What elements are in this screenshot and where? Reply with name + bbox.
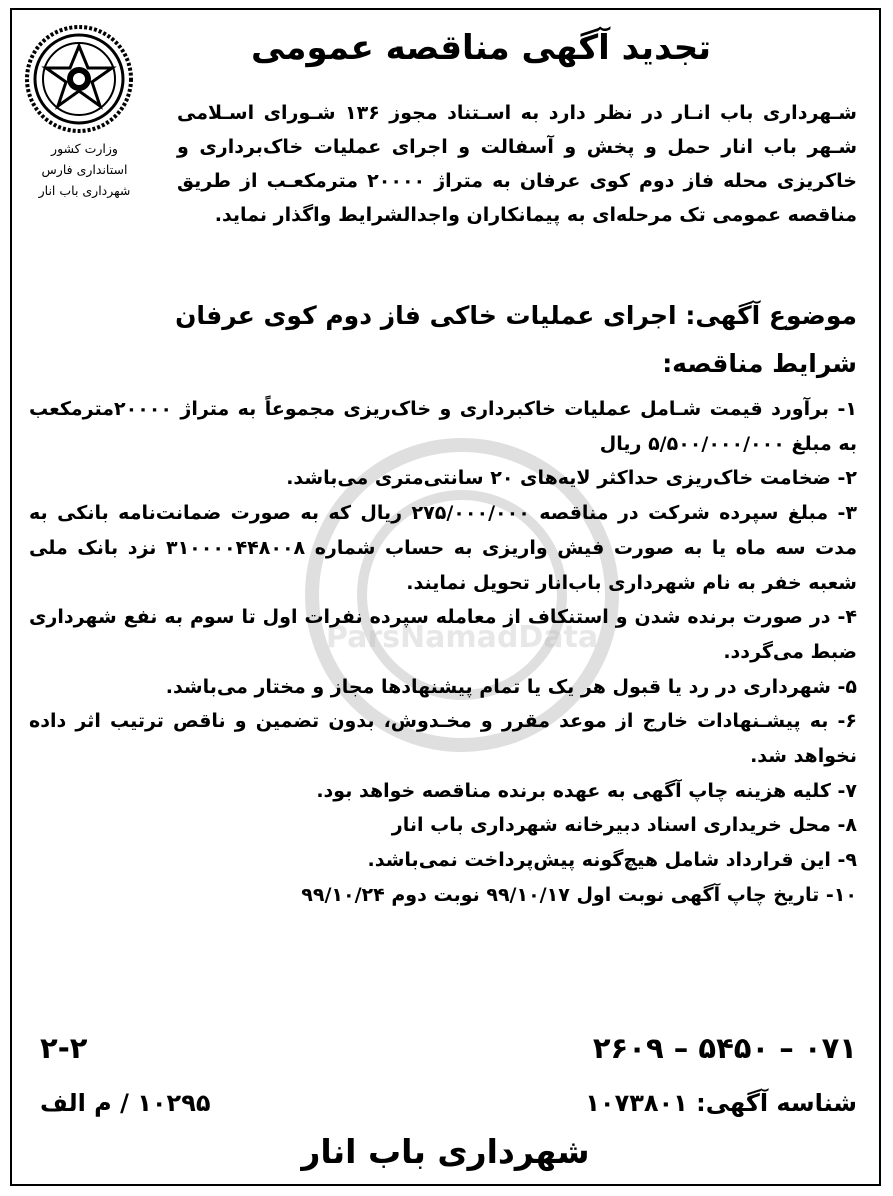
condition-item: ۵- شهرداری در رد یا قبول هر یک یا تمام پیشنهادها مجاز و مختار می‌باشد. xyxy=(165,675,857,698)
watermark-text: ParsNamadData xyxy=(325,620,599,655)
ad-identifier: شناسه آگهی: ۱۰۷۳۸۰۱ xyxy=(585,1089,857,1117)
reference-number: ۱۰۲۹۵ / م الف xyxy=(40,1089,211,1117)
conditions-heading: شرایط مناقصه: xyxy=(662,349,857,378)
issuer-block xyxy=(12,138,157,201)
contact-phone: ۰۷۱ – ۵۴۵۰ – ۲۶۰۹ xyxy=(592,1031,857,1065)
footer-signature: شهرداری باب انار xyxy=(301,1132,590,1171)
ministry-name: وزارت کشور xyxy=(51,141,118,156)
municipality-emblem-icon xyxy=(24,24,134,134)
municipality-name: شهرداری باب انار xyxy=(38,183,131,198)
condition-item: ۷- کلیه هزینه چاپ آگهی به عهده برنده مناقصه خواهد بود. xyxy=(316,779,857,802)
intro-paragraph: شـهرداری باب انـار در نظر دارد به اسـتناد مجوز ۱۳۶ شـورای اسـلامی شـهر باب انار حمل و پخش و آسفالت و اجرای عملیات خاک‌برداری و خاکریزی محله فاز دوم کوی عرفان به متراژ ۲۰۰۰۰ مترمکعـب از طریق مناقصه عمومی تک مرحله‌ای به پیمانکاران واجدالشرایط واگذار نماید. xyxy=(177,102,857,226)
condition-item: ۴- در صورت برنده شدن و استنکاف از معامله سپرده نفرات اول تا سوم به نفع شهرداری ضبط می‌گردد. xyxy=(29,606,857,663)
notice-frame xyxy=(10,8,881,1186)
condition-item: ۱۰- تاریخ چاپ آگهی نوبت اول ۹۹/۱۰/۱۷ نوبت دوم ۹۹/۱۰/۲۴ xyxy=(301,883,857,906)
condition-item: ۱- برآورد قیمت شـامل عملیات خاکبرداری و خاک‌ریزی مجموعاً به متراژ ۲۰۰۰۰مترمکعب به مبلغ ۵/۵۰۰/۰۰۰/۰۰۰ ریال xyxy=(29,398,857,455)
condition-item: ۶- به پیشـنهادات خارج از موعد مقرر و مخـدوش، بدون تضمین و ناقص ترتیب اثر داده نخواهد شد. xyxy=(29,710,857,768)
condition-item: ۲- ضخامت خاک‌ریزی حداکثر لایه‌های ۲۰ سانتی‌متری می‌باشد. xyxy=(286,467,857,490)
conditions-list xyxy=(29,392,857,913)
condition-item: ۹- این قرارداد شامل هیچ‌گونه پیش‌پرداخت نمی‌باشد. xyxy=(367,849,857,872)
issue-number: ۲-۲ xyxy=(40,1031,88,1065)
condition-item: ۸- محل خریداری اسناد دبیرخانه شهرداری باب انار xyxy=(391,814,857,837)
notice-document xyxy=(12,10,879,1184)
notice-subject: موضوع آگهی: اجرای عملیات خاکی فاز دوم کوی عرفان xyxy=(175,301,857,330)
condition-item: ۳- مبلغ سپرده شرکت در مناقصه ۲۷۵/۰۰۰/۰۰۰ ریال که به صورت ضمانت‌نامه بانکی به مدت سه ماه یا به صورت فیش واریزی به حساب شماره ۳۱۰۰۰۰۴۴۸۰۰۸ نزد بانک ملی شعبه خفر به نام شهرداری باب‌انار تحویل نمایند. xyxy=(29,502,857,594)
governorate-name: استانداری فارس xyxy=(41,162,128,177)
notice-title: تجدید آگهی مناقصه عمومی xyxy=(251,28,711,68)
